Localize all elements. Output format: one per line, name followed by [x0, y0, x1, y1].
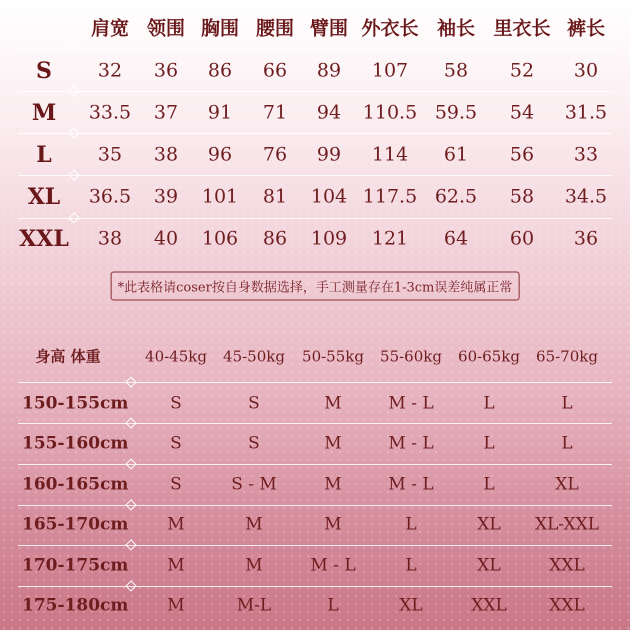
size-label: XL: [27, 184, 61, 210]
weight-range-header: 60-65kg: [458, 347, 520, 366]
weight-range-header: 45-50kg: [223, 347, 285, 366]
recommended-size: XXL: [471, 595, 507, 616]
measurement-value: 60: [509, 227, 535, 250]
recommended-size: L: [405, 514, 417, 535]
measurement-value: 61: [443, 143, 469, 166]
diamond-marker-icon: [68, 85, 79, 96]
recommended-size: M - L: [388, 433, 434, 454]
measurement-value: 86: [262, 227, 288, 250]
size-label: M: [31, 100, 57, 126]
measurement-value: 35: [97, 143, 123, 166]
diamond-marker-icon: [125, 376, 136, 387]
diamond-marker-icon: [125, 499, 136, 510]
measurement-value: 38: [97, 227, 123, 250]
measurement-value: 121: [371, 227, 409, 250]
row-divider: [18, 175, 612, 176]
recommended-size: XL: [399, 595, 423, 616]
measurement-value: 71: [262, 101, 288, 124]
recommended-size: XL: [555, 474, 579, 495]
measurement-value: 101: [201, 185, 239, 208]
height-range-label: 165-170cm: [22, 514, 129, 535]
height-range-label: 175-180cm: [22, 595, 129, 616]
measurement-value: 86: [207, 59, 233, 82]
measurement-value: 36.5: [88, 185, 132, 208]
diamond-marker-icon: [125, 458, 136, 469]
measurement-header: 里衣长: [493, 17, 551, 40]
recommended-size: S: [248, 433, 260, 454]
recommended-size: XXL: [549, 555, 585, 576]
measurement-value: 66: [262, 59, 288, 82]
recommended-size: S - M: [231, 474, 277, 495]
measurement-value: 52: [509, 59, 535, 82]
height-range-label: 170-175cm: [22, 555, 129, 576]
recommended-size: L: [483, 433, 495, 454]
recommended-size: L: [405, 555, 417, 576]
measurement-value: 37: [153, 101, 179, 124]
recommended-size: M - L: [388, 393, 434, 414]
recommended-size: XL: [477, 555, 501, 576]
measurement-value: 34.5: [564, 185, 608, 208]
measurement-value: 110.5: [362, 101, 418, 124]
measurement-value: 99: [316, 143, 342, 166]
measurement-value: 94: [316, 101, 342, 124]
recommended-size: M-L: [236, 595, 272, 616]
row-divider: [18, 382, 612, 383]
size-label: XXL: [19, 226, 69, 252]
measurement-value: 54: [509, 101, 535, 124]
row-divider: [18, 545, 612, 546]
measurement-value: 114: [371, 143, 409, 166]
measurement-value: 62.5: [434, 185, 478, 208]
measurement-value: 104: [310, 185, 348, 208]
measurement-value: 106: [201, 227, 239, 250]
measurement-value: 36: [153, 59, 179, 82]
row-divider: [18, 464, 612, 465]
recommended-size: XL-XXL: [534, 514, 600, 535]
measurement-value: 109: [310, 227, 348, 250]
row-divider: [18, 133, 612, 134]
recommended-size: S: [170, 393, 182, 414]
recommended-size: M: [324, 433, 342, 454]
diamond-marker-icon: [125, 539, 136, 550]
measurement-header: 袖长: [436, 17, 476, 40]
size-label: S: [36, 58, 52, 84]
measurement-value: 32: [97, 59, 123, 82]
disclaimer-note: *此表格请coser按自身数据选择，手工测量存在1-3cm误差纯属正常: [111, 272, 520, 301]
measurement-value: 33: [573, 143, 599, 166]
recommended-size: M: [324, 474, 342, 495]
diamond-marker-icon: [68, 42, 79, 53]
measurement-header: 腰围: [255, 17, 295, 40]
measurement-value: 76: [262, 143, 288, 166]
row-divider: [18, 586, 612, 587]
measurement-header: 肩宽: [90, 17, 130, 40]
recommended-size: M: [324, 514, 342, 535]
measurement-value: 58: [509, 185, 535, 208]
recommended-size: M - L: [310, 555, 356, 576]
measurement-value: 89: [316, 59, 342, 82]
diamond-marker-icon: [125, 580, 136, 591]
measurement-value: 91: [207, 101, 233, 124]
row-divider: [18, 48, 612, 49]
row-divider: [18, 218, 612, 219]
weight-range-header: 55-60kg: [380, 347, 442, 366]
recommended-size: M: [167, 514, 185, 535]
recommended-size: M - L: [388, 474, 434, 495]
measurement-header: 领围: [146, 17, 186, 40]
measurement-value: 33.5: [88, 101, 132, 124]
measurement-value: 64: [443, 227, 469, 250]
diamond-marker-icon: [68, 169, 79, 180]
height-weight-header: 身高 体重: [35, 347, 101, 366]
size-label: L: [36, 142, 52, 168]
recommended-size: L: [483, 393, 495, 414]
recommended-size: L: [561, 393, 573, 414]
measurement-header: 裤长: [566, 17, 606, 40]
height-range-label: 160-165cm: [22, 474, 129, 495]
recommended-size: S: [170, 433, 182, 454]
measurement-value: 56: [509, 143, 535, 166]
recommended-size: M: [324, 393, 342, 414]
measurement-value: 39: [153, 185, 179, 208]
measurement-value: 107: [371, 59, 409, 82]
measurement-header: 胸围: [200, 17, 240, 40]
measurement-value: 58: [443, 59, 469, 82]
recommended-size: XL: [477, 514, 501, 535]
measurement-value: 36: [573, 227, 599, 250]
weight-range-header: 65-70kg: [536, 347, 598, 366]
recommended-size: S: [248, 393, 260, 414]
diamond-marker-icon: [68, 127, 79, 138]
measurement-value: 38: [153, 143, 179, 166]
recommended-size: M: [167, 595, 185, 616]
measurement-value: 59.5: [434, 101, 478, 124]
recommended-size: L: [561, 433, 573, 454]
measurement-value: 40: [153, 227, 179, 250]
recommended-size: XXL: [549, 595, 585, 616]
recommended-size: S: [170, 474, 182, 495]
recommended-size: L: [327, 595, 339, 616]
weight-range-header: 50-55kg: [302, 347, 364, 366]
recommended-size: M: [167, 555, 185, 576]
row-divider: [18, 91, 612, 92]
measurement-header: 外衣长: [361, 17, 419, 40]
recommended-size: L: [483, 474, 495, 495]
measurement-value: 96: [207, 143, 233, 166]
recommended-size: M: [245, 514, 263, 535]
measurement-value: 30: [573, 59, 599, 82]
weight-range-header: 40-45kg: [145, 347, 207, 366]
measurement-value: 31.5: [564, 101, 608, 124]
measurement-header: 臂围: [309, 17, 349, 40]
height-range-label: 150-155cm: [22, 393, 129, 414]
diamond-marker-icon: [125, 417, 136, 428]
height-range-label: 155-160cm: [22, 433, 129, 454]
measurement-value: 117.5: [362, 185, 418, 208]
measurement-value: 81: [262, 185, 288, 208]
row-divider: [18, 505, 612, 506]
recommended-size: M: [245, 555, 263, 576]
diamond-marker-icon: [68, 212, 79, 223]
row-divider: [18, 423, 612, 424]
